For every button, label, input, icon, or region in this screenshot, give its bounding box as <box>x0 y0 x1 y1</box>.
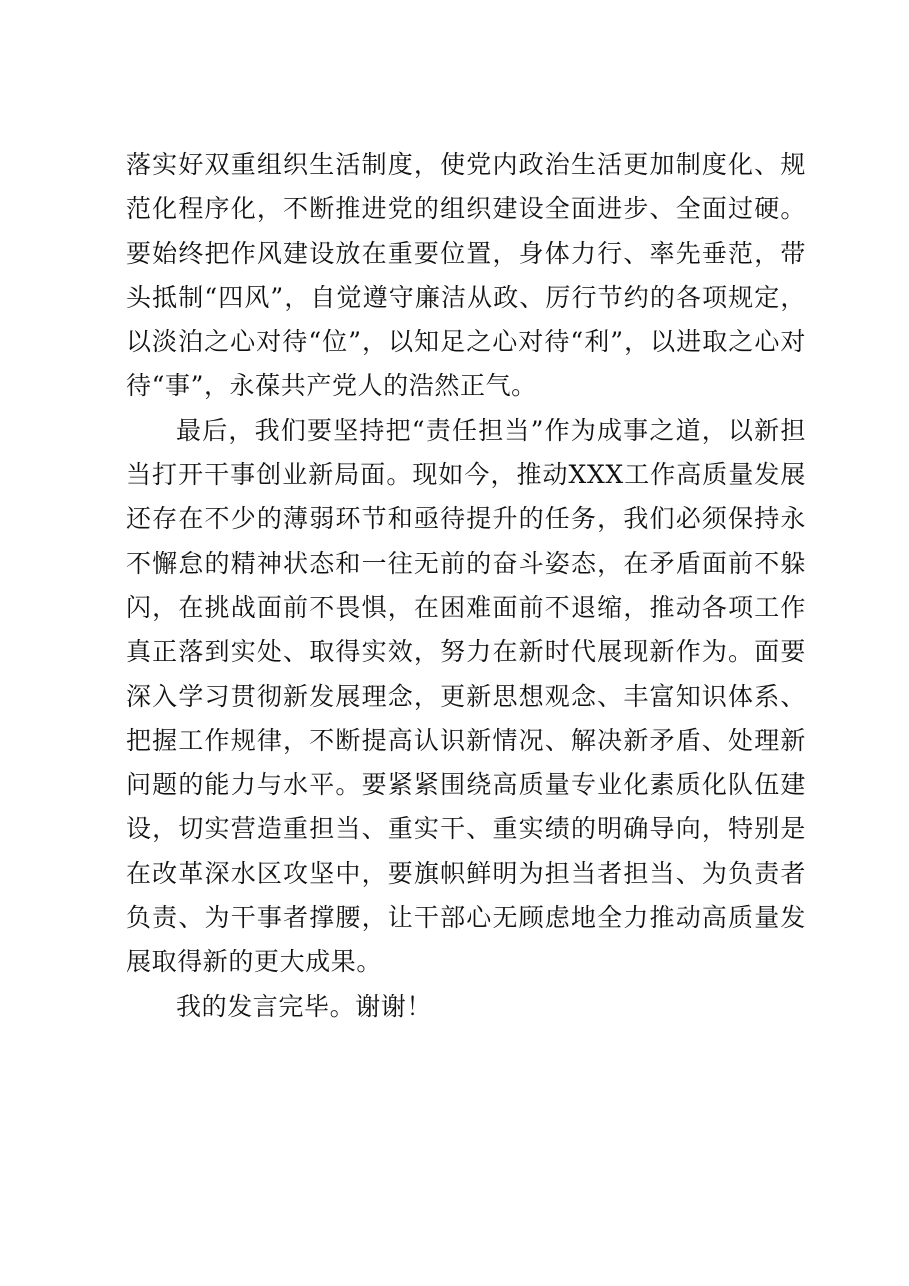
document-body <box>126 143 806 1029</box>
paragraph-closing: 我的发言完毕。谢谢！ <box>176 991 433 1021</box>
paragraph-continued: 落实好双重组织生活制度，使党内政治生活更加制度化、规范化程序化，不断推进党的组织建设全面进步、全面过硬。要始终把作风建设放在重要位置，身体力行、率先垂范，带头抵制“四风”，自觉遵守廉洁从政、厉行节约的各项规定，以淡泊之心对待“位”，以知足之心对待“利”，以进取之心对待“事”，永葆共产党人的浩然正气。 <box>126 150 806 401</box>
paragraph-responsibility: 最后，我们要坚持把“责任担当”作为成事之道，以新担当打开干事创业新局面。现如今，推动XXX工作高质量发展还存在不少的薄弱环节和亟待提升的任务，我们必须保持永不懈怠的精神状态和一往无前的奋斗姿态，在矛盾面前不躲闪，在挑战面前不畏惧，在困难面前不退缩，推动各项工作真正落到实处、取得实效，努力在新时代展现新作为。面要深入学习贯彻新发展理念，更新思想观念、丰富知识体系、把握工作规律，不断提高认识新情况、解决新矛盾、处理新问题的能力与水平。要紧紧围绕高质量专业化素质化队伍建设，切实营造重担当、重实干、重实绩的明确导向，特别是在改革深水区攻坚中，要旗帜鲜明为担当者担当、为负责者负责、为干事者撑腰，让干部心无顾虑地全力推动高质量发展取得新的更大成果。 <box>126 415 806 977</box>
